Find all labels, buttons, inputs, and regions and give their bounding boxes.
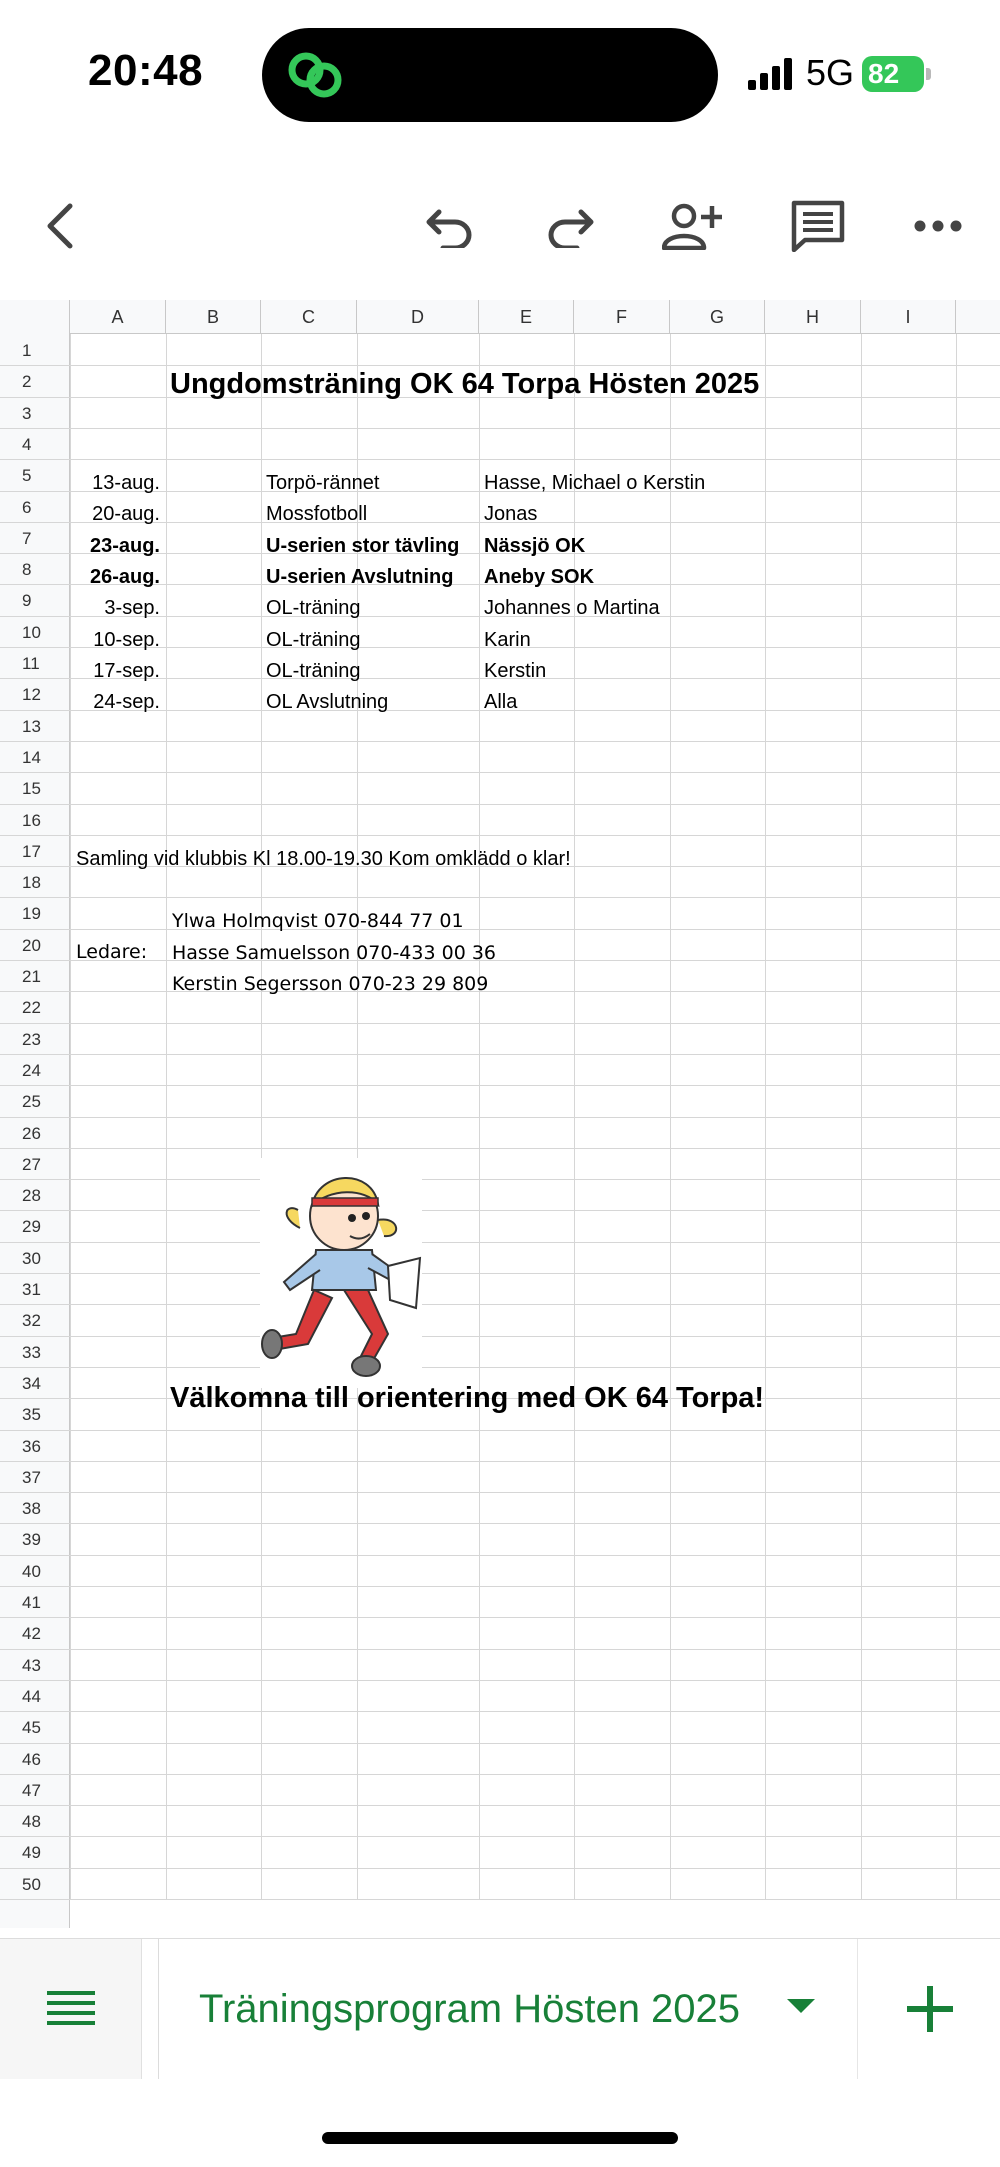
row-header[interactable]: 45 <box>22 1718 41 1738</box>
row-gridline <box>0 1555 1000 1556</box>
row-gridline <box>0 1711 1000 1712</box>
schedule-date-cell[interactable]: 3-sep. <box>104 597 160 620</box>
column-gridline <box>166 334 167 1899</box>
battery-icon <box>862 56 932 92</box>
schedule-leader-cell[interactable]: Johannes o Martina <box>484 597 660 620</box>
row-header[interactable]: 5 <box>22 466 32 486</box>
row-header[interactable]: 8 <box>22 560 32 580</box>
row-gridline <box>0 1148 1000 1149</box>
row-header[interactable]: 25 <box>22 1092 41 1112</box>
column-header-f[interactable]: F <box>574 300 670 334</box>
row-header[interactable]: 34 <box>22 1373 41 1393</box>
row-header[interactable]: 28 <box>22 1186 41 1206</box>
row-gridline <box>0 1336 1000 1337</box>
comment-icon[interactable] <box>788 198 848 254</box>
schedule-event-cell[interactable]: OL-träning <box>266 659 361 682</box>
row-gridline <box>0 1273 1000 1274</box>
row-gridline <box>0 1805 1000 1806</box>
schedule-date-cell[interactable]: 26-aug. <box>89 565 160 588</box>
row-gridline <box>0 1023 1000 1024</box>
column-header-c[interactable]: C <box>261 300 357 334</box>
more-icon[interactable] <box>908 198 968 254</box>
row-gridline <box>0 1242 1000 1243</box>
sheet-bar <box>0 1938 1000 2078</box>
row-gridline <box>0 897 1000 898</box>
redo-icon[interactable] <box>540 198 600 254</box>
row-header[interactable]: 46 <box>22 1749 41 1769</box>
schedule-event-cell[interactable]: OL-träning <box>266 597 361 620</box>
row-header[interactable]: 39 <box>22 1530 41 1550</box>
row-header[interactable]: 36 <box>22 1436 41 1456</box>
row-header[interactable]: 2 <box>22 372 32 392</box>
row-header[interactable]: 17 <box>22 841 41 861</box>
row-gridline <box>0 1210 1000 1211</box>
schedule-leader-cell[interactable]: Karin <box>484 628 531 651</box>
toolbar <box>0 180 1000 270</box>
row-gridline <box>0 960 1000 961</box>
row-gridline <box>0 1117 1000 1118</box>
sheet-tab-dropdown-icon[interactable] <box>787 1999 815 2013</box>
row-gridline <box>0 1085 1000 1086</box>
schedule-event-cell[interactable]: Torpö-rännet <box>266 472 380 494</box>
row-gridline <box>0 929 1000 930</box>
leaders-label-cell[interactable]: Ledare: <box>76 941 148 963</box>
sheet-tab-active[interactable] <box>158 1939 858 2079</box>
row-gridline <box>0 991 1000 992</box>
column-header-a[interactable]: A <box>70 300 166 334</box>
row-gridline <box>0 1492 1000 1493</box>
dynamic-island <box>262 28 718 122</box>
column-header-i[interactable]: I <box>861 300 956 334</box>
row-header[interactable]: 33 <box>22 1342 41 1362</box>
row-header[interactable]: 42 <box>22 1624 41 1644</box>
row-gridline <box>0 1461 1000 1462</box>
row-header[interactable]: 50 <box>22 1874 41 1894</box>
row-header[interactable]: 37 <box>22 1467 41 1487</box>
row-header[interactable]: 21 <box>22 967 41 986</box>
leader-cell-3[interactable]: Kerstin Segersson 070-23 29 809 <box>172 973 489 995</box>
row-header[interactable]: 35 <box>22 1405 41 1425</box>
network-label: 5G <box>806 52 855 93</box>
column-header-d[interactable]: D <box>357 300 479 334</box>
schedule-date-cell[interactable]: 24-sep. <box>93 691 160 714</box>
home-indicator <box>322 2132 678 2144</box>
row-gridline <box>0 1868 1000 1869</box>
schedule-date-cell[interactable]: 10-sep. <box>93 628 160 651</box>
status-time: 20:48 <box>88 46 204 95</box>
row-gridline <box>0 459 1000 460</box>
row-gridline <box>0 1304 1000 1305</box>
row-gridline <box>0 1743 1000 1744</box>
column-gridline <box>261 334 262 1899</box>
row-gridline <box>0 1899 1000 1900</box>
row-header[interactable]: 10 <box>22 622 41 642</box>
row-header[interactable]: 16 <box>22 810 41 830</box>
row-header[interactable]: 19 <box>22 904 41 924</box>
row-header[interactable]: 23 <box>22 1029 41 1049</box>
column-header-e[interactable]: E <box>479 300 574 334</box>
row-header[interactable]: 9 <box>22 591 32 611</box>
column-gridline <box>765 334 766 1899</box>
row-header[interactable]: 7 <box>22 528 32 548</box>
row-gridline <box>0 1179 1000 1180</box>
orienteering-runner-image[interactable] <box>260 1158 422 1388</box>
schedule-event-cell[interactable]: Mossfotboll <box>266 503 368 526</box>
leader-cell-2[interactable]: Hasse Samuelsson 070-433 00 36 <box>172 942 497 964</box>
row-gridline <box>0 1367 1000 1368</box>
row-gridline <box>0 1680 1000 1681</box>
schedule-event-cell[interactable]: U-serien Avslutning <box>266 565 454 588</box>
column-header-h[interactable]: H <box>765 300 861 334</box>
row-header[interactable]: 26 <box>22 1123 41 1143</box>
sheet-tab-label: Träningsprogram Hösten 2025 <box>199 1986 741 2031</box>
row-gridline <box>0 365 1000 366</box>
row-header[interactable]: 47 <box>22 1780 41 1800</box>
schedule-leader-cell[interactable]: Hasse, Michael o Kerstin <box>484 472 706 494</box>
row-header[interactable]: 12 <box>22 685 41 705</box>
row-gridline <box>0 1649 1000 1650</box>
row-header[interactable]: 41 <box>22 1593 41 1612</box>
row-gridline <box>0 835 1000 836</box>
schedule-leader-cell[interactable]: Kerstin <box>484 659 547 682</box>
column-gridline <box>956 334 957 1899</box>
row-gridline <box>0 1836 1000 1837</box>
row-header[interactable]: 29 <box>22 1217 41 1237</box>
row-header[interactable]: 4 <box>22 434 32 454</box>
schedule-leader-cell[interactable]: Jonas <box>484 503 538 526</box>
row-gridline <box>0 741 1000 742</box>
spreadsheet-grid[interactable] <box>0 300 1000 1928</box>
row-gridline <box>0 804 1000 805</box>
schedule-leader-cell[interactable]: Nässjö OK <box>484 534 586 557</box>
row-gridline <box>0 1430 1000 1431</box>
row-gridline <box>0 1586 1000 1587</box>
row-header[interactable]: 18 <box>22 873 41 893</box>
back-icon[interactable] <box>30 198 90 254</box>
battery-level: 82 <box>868 58 900 89</box>
schedule-date-cell[interactable]: 23-aug. <box>89 534 160 557</box>
column-headers <box>0 300 1000 334</box>
row-header[interactable]: 6 <box>22 497 32 517</box>
row-header[interactable]: 15 <box>22 779 41 799</box>
row-header[interactable]: 13 <box>22 716 41 736</box>
row-header[interactable]: 11 <box>22 654 40 673</box>
row-header[interactable]: 32 <box>22 1311 41 1331</box>
link-app-icon <box>284 46 346 104</box>
status-bar <box>0 0 1000 140</box>
column-header-b[interactable]: B <box>166 300 261 334</box>
row-header[interactable]: 49 <box>22 1843 41 1863</box>
row-header[interactable]: 44 <box>22 1686 41 1706</box>
row-gridline <box>0 1774 1000 1775</box>
row-header[interactable]: 3 <box>22 403 32 423</box>
row-header[interactable]: 43 <box>22 1655 41 1675</box>
undo-icon[interactable] <box>420 198 480 254</box>
add-sheet-plus-icon[interactable] <box>880 1969 980 2049</box>
row-header[interactable]: 27 <box>22 1154 41 1174</box>
row-header[interactable]: 24 <box>22 1060 41 1080</box>
schedule-leader-cell[interactable]: Alla <box>484 691 518 714</box>
row-header[interactable]: 40 <box>22 1561 41 1581</box>
schedule-leader-cell[interactable]: Aneby SOK <box>484 565 595 588</box>
sheet-title-cell[interactable]: Ungdomsträning OK 64 Torpa Hösten 2025 <box>170 368 760 400</box>
row-header[interactable]: 14 <box>22 747 41 767</box>
column-gridline <box>861 334 862 1899</box>
row-header[interactable]: 31 <box>22 1280 41 1299</box>
row-gridline <box>0 1054 1000 1055</box>
all-sheets-menu-icon[interactable] <box>0 1939 142 2079</box>
schedule-event-cell[interactable]: OL-träning <box>266 628 361 651</box>
signal-icon <box>748 58 796 90</box>
row-headers <box>0 334 70 1928</box>
row-gridline <box>0 1523 1000 1524</box>
row-gridline <box>0 772 1000 773</box>
row-header[interactable]: 22 <box>22 998 41 1018</box>
schedule-date-cell[interactable]: 13-aug. <box>92 472 160 494</box>
row-header[interactable]: 1 <box>22 341 32 360</box>
column-gridline <box>479 334 480 1899</box>
row-gridline <box>0 1617 1000 1618</box>
column-gridline <box>670 334 671 1899</box>
column-header-g[interactable]: G <box>670 300 765 334</box>
schedule-event-cell[interactable]: U-serien stor tävling <box>266 534 460 557</box>
welcome-cell[interactable]: Välkomna till orientering med OK 64 Torpa! <box>170 1382 765 1414</box>
row-gridline <box>0 428 1000 429</box>
select-all-corner[interactable] <box>0 300 70 334</box>
share-person-add-icon[interactable] <box>662 198 722 254</box>
row-header[interactable]: 20 <box>22 935 41 955</box>
row-header[interactable]: 30 <box>22 1248 41 1268</box>
leader-cell-1[interactable]: Ylwa Holmqvist 070-844 77 01 <box>172 910 464 932</box>
schedule-event-cell[interactable]: OL Avslutning <box>266 691 389 714</box>
schedule-date-cell[interactable]: 20-aug. <box>92 503 160 526</box>
gathering-cell[interactable]: Samling vid klubbis Kl 18.00-19.30 Kom omklädd o klar! <box>76 848 571 870</box>
row-header[interactable]: 48 <box>22 1812 41 1832</box>
row-header[interactable]: 38 <box>22 1499 41 1519</box>
schedule-date-cell[interactable]: 17-sep. <box>93 659 160 682</box>
